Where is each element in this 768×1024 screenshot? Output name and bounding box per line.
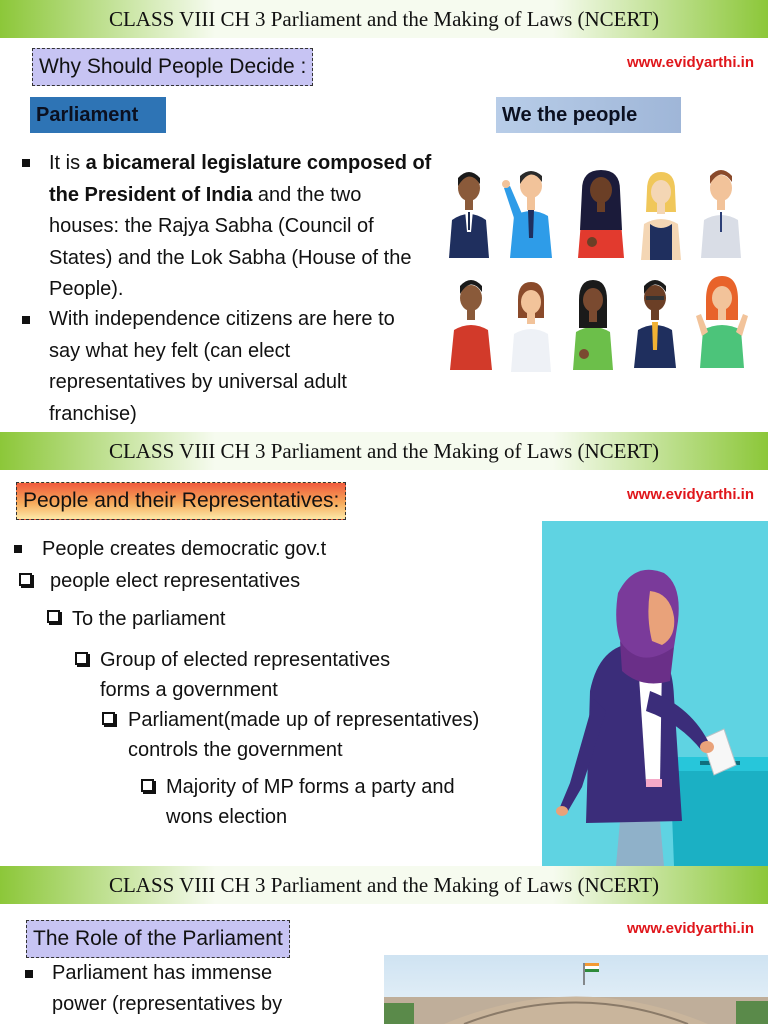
person-icon <box>696 160 746 258</box>
checkbox-bullet-icon <box>19 573 32 586</box>
people-illustration <box>440 148 760 364</box>
slide-banner: CLASS VIII CH 3 Parliament and the Making of Laws (NCERT) <box>0 866 768 904</box>
line-controls-government: controls the government <box>128 739 343 761</box>
line-forms-government: forms a government <box>100 679 278 701</box>
person-icon <box>692 270 752 368</box>
we-the-people-label: We the people <box>496 97 681 133</box>
person-icon <box>500 148 562 258</box>
checkbox-bullet-icon <box>141 779 154 792</box>
bullet-marker <box>22 316 30 324</box>
slide-banner: CLASS VIII CH 3 Parliament and the Making of Laws (NCERT) <box>0 432 768 470</box>
line-immense-power: Parliament has immense <box>52 962 273 984</box>
slide-why-should-people-decide <box>0 0 768 432</box>
voting-woman-illustration <box>542 521 768 866</box>
bullet-prefix: It is <box>49 152 86 174</box>
slide-people-and-representatives <box>0 432 768 866</box>
person-icon <box>568 272 618 370</box>
parliament-building-photo <box>384 955 768 1024</box>
website-link[interactable]: www.evidyarthi.in <box>627 54 754 71</box>
checkbox-bullet-icon <box>75 652 88 665</box>
line-parliament-made-up: Parliament(made up of representatives) <box>128 709 480 731</box>
website-link[interactable]: www.evidyarthi.in <box>627 920 754 937</box>
line-democratic-govt: People creates democratic gov.t <box>42 538 327 560</box>
person-icon <box>630 270 680 368</box>
line-to-parliament: To the parliament <box>72 608 226 630</box>
section-title: The Role of the Parliament <box>26 920 290 958</box>
checkbox-bullet-icon <box>47 610 60 623</box>
parliament-label: Parliament <box>30 97 166 133</box>
bullet-independence: With independence citizens are here to say what hey felt (can elect representatives by universal adult franchise) <box>49 308 395 425</box>
bullet-marker <box>14 545 22 553</box>
slide-role-of-parliament <box>0 866 768 1024</box>
line-elect-representatives: people elect representatives <box>50 570 301 592</box>
bullet-bicameral <box>49 148 434 306</box>
person-icon <box>636 162 686 260</box>
checkbox-bullet-icon <box>102 712 115 725</box>
website-link[interactable]: www.evidyarthi.in <box>627 486 754 503</box>
person-icon <box>572 160 630 258</box>
line-group-elected: Group of elected representatives <box>100 649 391 671</box>
bullet-marker <box>25 970 33 978</box>
line-wons-election: wons election <box>166 806 288 828</box>
line-majority-mp: Majority of MP forms a party and <box>166 776 455 798</box>
bullet-marker <box>22 159 30 167</box>
bullet-rest-text: and the two houses: the Rajya Sabha (Council of States) and the Lok Sabha (House of the People). <box>49 183 412 300</box>
person-icon <box>446 272 496 370</box>
bullet-bold-text: a bicameral legislature composed of the President of India <box>49 152 432 206</box>
section-title: Why Should People Decide : <box>32 48 313 86</box>
line-representatives-by: power (representatives by <box>52 993 283 1015</box>
person-icon <box>506 274 556 372</box>
slide-banner: CLASS VIII CH 3 Parliament and the Making of Laws (NCERT) <box>0 0 768 38</box>
section-title: People and their Representatives: <box>16 482 346 520</box>
person-icon <box>444 160 494 258</box>
